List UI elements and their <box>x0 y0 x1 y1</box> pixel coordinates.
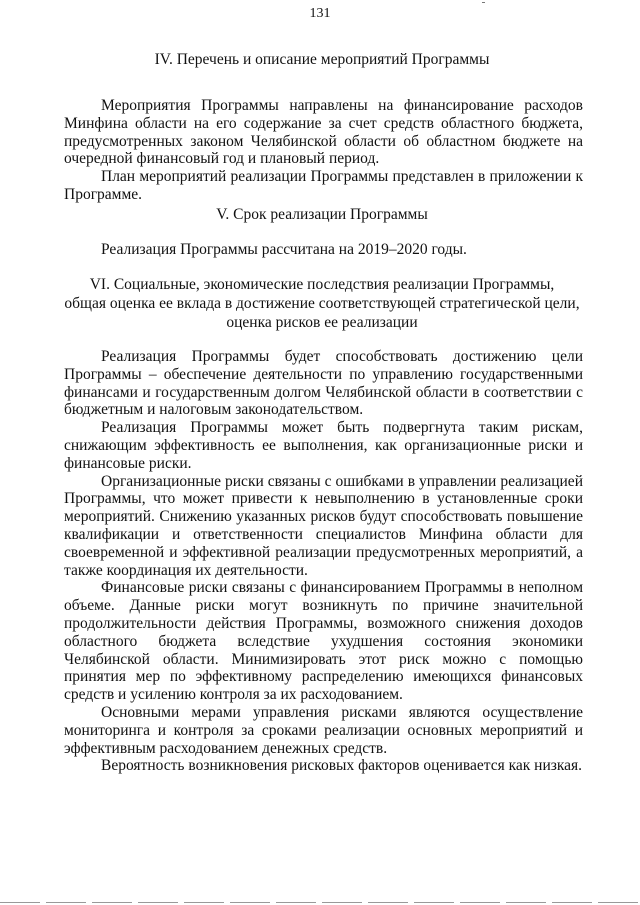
scan-mark <box>482 2 485 3</box>
section-v-text: Реализация Программы рассчитана на 2019–2020 годы. <box>101 241 467 258</box>
scan-bottom-edge <box>0 902 640 903</box>
page-number: 131 <box>309 6 331 21</box>
section-vi-body <box>64 348 583 775</box>
section-vi-title-line: оценка рисков ее реализации <box>226 314 418 331</box>
section-iv-body <box>64 97 583 204</box>
section-vi-paragraph: Финансовые риски связаны с финансированием Программы в неполном объеме. Данные риски могут возникнуть по причине значительной продолжительности действия Программы, возможного снижения доходов областного бюджета вследствие ухудшения состояния экономики Челябинской области. Минимизировать этот риск можно с помощью принятия мер по эффективному распределению имеющихся финансовых средств и усилению контроля за их расходованием. <box>64 579 583 704</box>
section-vi-title-line: общая оценка ее вклада в достижение соответствующей стратегической цели, <box>64 295 580 312</box>
section-vi-paragraph: Реализация Программы может быть подвергнута таким рискам, снижающим эффективность ее выполнения, как организационные риски и финансовые риски. <box>64 419 583 472</box>
section-vi-paragraph: Вероятность возникновения рисковых факторов оценивается как низкая. <box>101 757 583 775</box>
section-vi-paragraph: Организационные риски связаны с ошибками в управлении реализацией Программы, что может привести к невыполнению в установленные сроки мероприятий. Снижению указанных рисков будут способствовать повышение квалификации и ответственности специалистов Минфина области для своевременной и эффективной реализации предусмотренных мероприятий, а также координация их деятельности. <box>64 472 583 579</box>
section-vi-title-line: VI. Социальные, экономические последствия реализации Программы, <box>89 276 555 293</box>
section-vi-paragraph: Реализация Программы будет способствовать достижению цели Программы – обеспечение деятельности по управлению государственными финансами и государственным долгом Челябинской области в соответствии с бюджетным и налоговым законодательством. <box>64 348 583 419</box>
section-iv-paragraph: План мероприятий реализации Программы представлен в приложении к Программе. <box>64 168 583 203</box>
section-iv-title: IV. Перечень и описание мероприятий Программы <box>154 51 490 68</box>
section-vi-paragraph: Основными мерами управления рисками являются осуществление мониторинга и контроля за сроками реализации основных мероприятий и эффективным расходованием денежных средств. <box>64 703 583 757</box>
section-v-title: V. Срок реализации Программы <box>216 206 428 223</box>
section-vi-title <box>60 275 584 332</box>
section-iv-paragraph: Мероприятия Программы направлены на финансирование расходов Минфина области на его содержание за счет средств областного бюджета, предусмотренных законом Челябинской области об областном бюджете на очередной финансовый год и плановый период. <box>64 97 583 168</box>
